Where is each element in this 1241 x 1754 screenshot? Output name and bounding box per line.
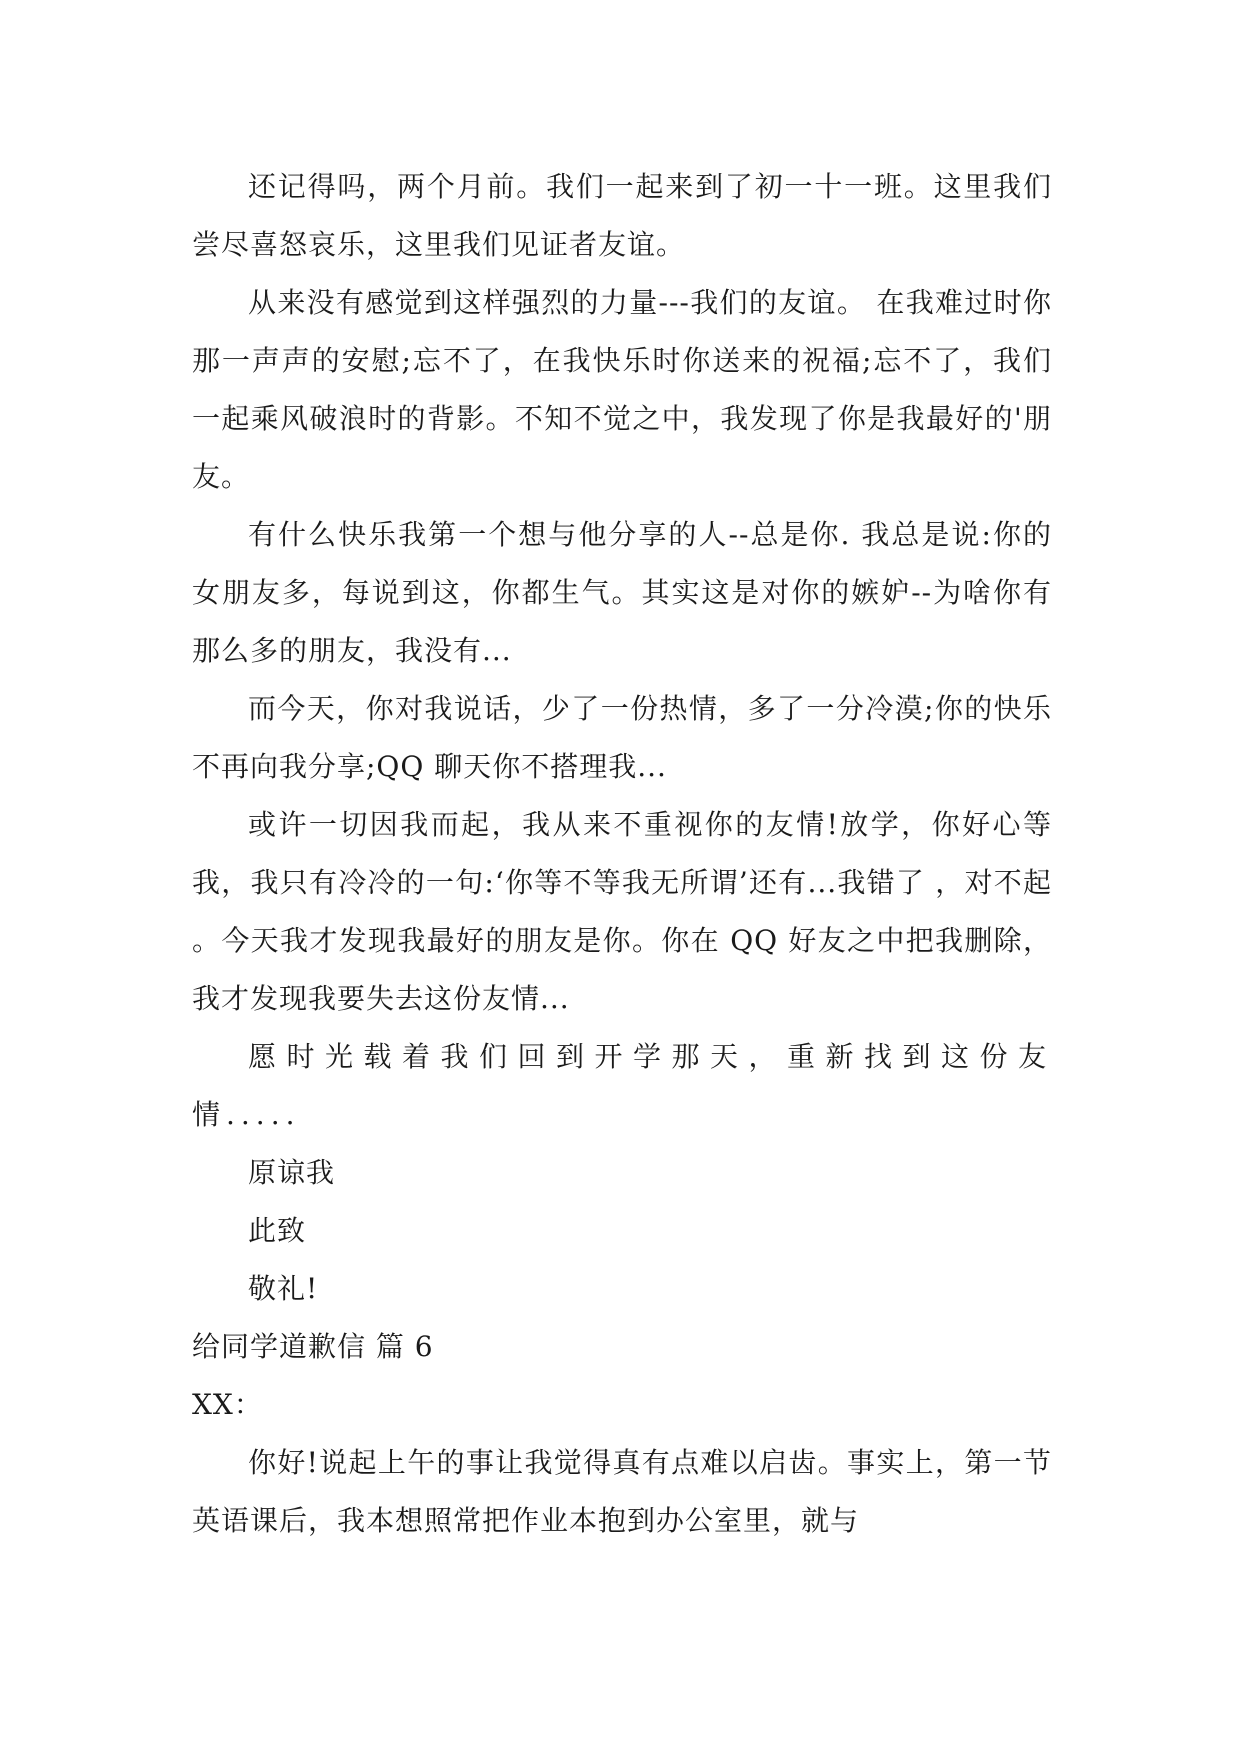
paragraph-sharing: 有什么快乐我第一个想与他分享的人--总是你. 我总是说:你的女朋友多，每说到这，你都生气。其实这是对你的嫉妒--为啥你有那么多的朋友，我没有... — [192, 518, 1052, 667]
paragraph-friendship: 从来没有感觉到这样强烈的力量---我们的友谊。 在我难过时你那一声声的安慰;忘不了，在我快乐时你送来的祝福;忘不了，我们一起乘风破浪时的背影。不知不觉之中，我发现了你是我最好的'朋友。 — [192, 286, 1052, 493]
paragraph-today: 而今天，你对我说话，少了一份热情，多了一分冷漠;你的快乐不再向我分享;QQ 聊天你不搭理我... — [192, 692, 1052, 783]
paragraph-apology: 或许一切因我而起，我从来不重视你的友情!放学，你好心等我，我只有冷冷的一句:‘你等不等我无所谓’还有...我错了 ，对不起 。今天我才发现我最好的朋友是你。你在 QQ 好友之中把我删除，我才发现我要失去这份友情... — [192, 808, 1052, 1015]
section-title: 给同学道歉信 篇 6 — [192, 1330, 434, 1363]
paragraph-wish: 愿时光载着我们回到开学那天，重新找到这份友情..... — [192, 1040, 1052, 1131]
paragraph-memory: 还记得吗，两个月前。我们一起来到了初一十一班。这里我们尝尽喜怒哀乐，这里我们见证者友谊。 — [192, 170, 1052, 261]
closing-cizhi: 此致 — [248, 1214, 307, 1247]
closing-jingli: 敬礼! — [248, 1272, 319, 1305]
salutation: XX： — [192, 1388, 263, 1421]
letter-body — [192, 158, 1052, 1550]
closing-forgive: 原谅我 — [248, 1156, 336, 1189]
paragraph-next-letter: 你好!说起上午的事让我觉得真有点难以启齿。事实上，第一节英语课后，我本想照常把作业本抱到办公室里，就与 — [192, 1446, 1052, 1537]
